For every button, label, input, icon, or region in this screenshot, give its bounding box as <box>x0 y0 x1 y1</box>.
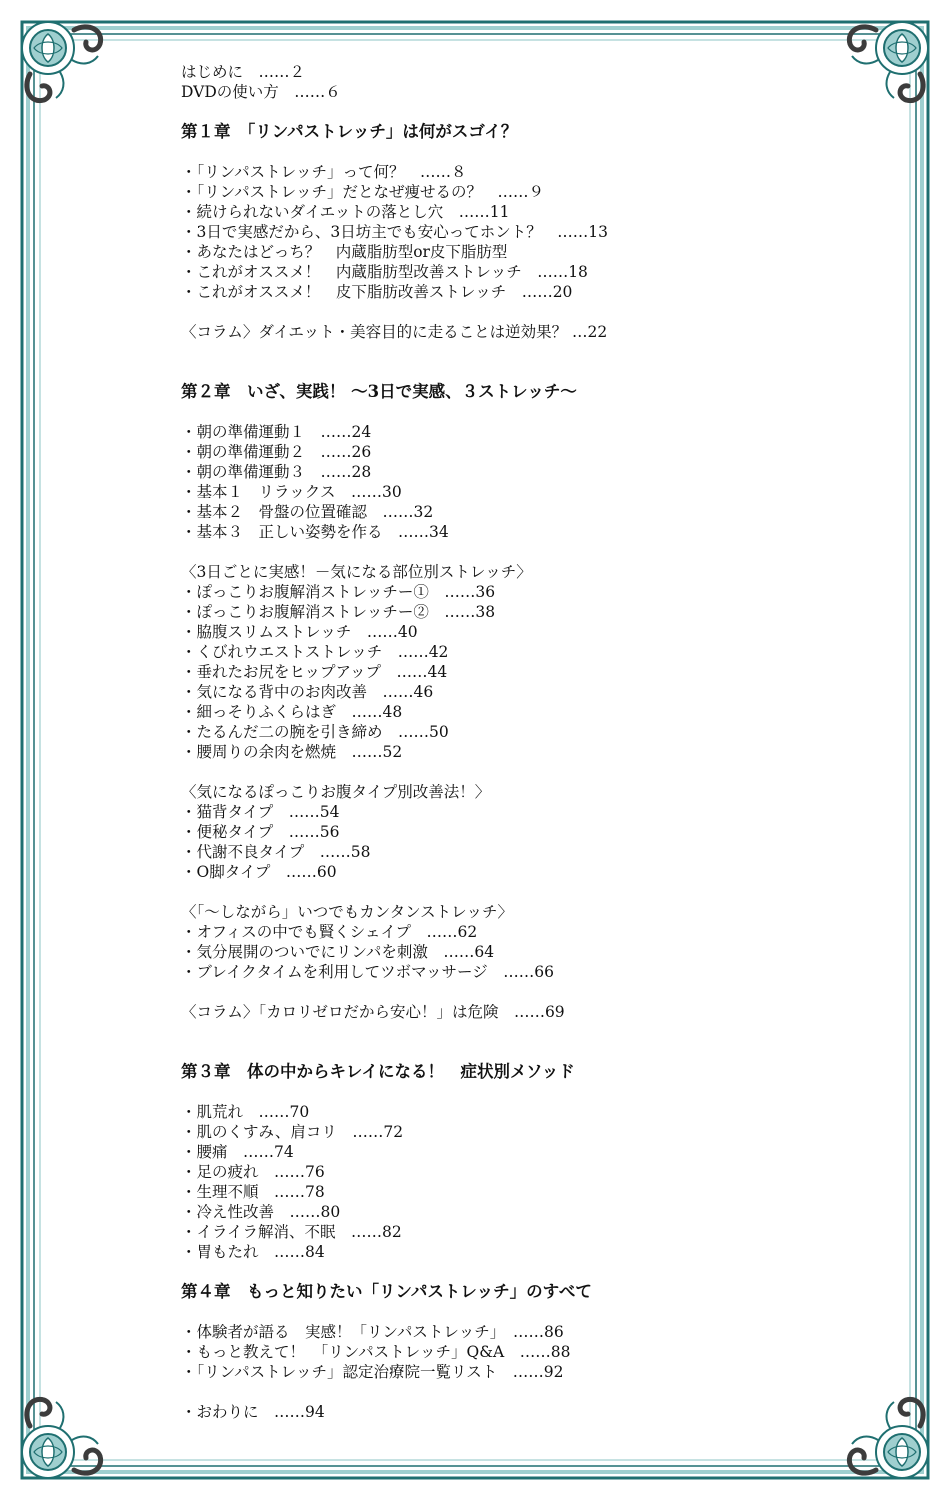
toc-entry: ・ぽっこりお腹解消ストレッチー② ……38 <box>181 603 496 621</box>
toc-entry: ・もっと教えて！ 「リンパストレッチ」Q&A ……88 <box>181 1343 571 1361</box>
toc-section-heading: 〈気になるぽっこりお腹タイプ別改善法！〉 <box>181 783 491 801</box>
toc-entry: ・腰痛 ……74 <box>181 1143 294 1161</box>
toc-entry: ・これがオススメ！ 皮下脂肪改善ストレッチ ……20 <box>181 283 573 301</box>
toc-entry: ・これがオススメ！ 内蔵脂肪型改善ストレッチ ……18 <box>181 263 588 281</box>
chapter-heading: 第４章 もっと知りたい「リンパストレッチ」のすべて <box>181 1282 592 1301</box>
toc-entry: ・気分展開のついでにリンパを刺激 ……64 <box>181 943 495 961</box>
toc-entry: ・脇腹スリムストレッチ ……40 <box>181 623 418 641</box>
toc-entry: ・基本３ 正しい姿勢を作る ……34 <box>181 523 449 541</box>
chapter-heading: 第３章 体の中からキレイになる！ 症状別メソッド <box>181 1062 575 1081</box>
toc-entry: ・くびれウエストストレッチ ……42 <box>181 643 449 661</box>
toc-entry: ・O脚タイプ ……60 <box>181 863 337 881</box>
chapter-heading: 第１章 「リンパストレッチ」は何がスゴイ？ <box>181 122 518 141</box>
toc-entry: ・続けられないダイエットの落とし穴 ……11 <box>181 203 510 221</box>
toc-entry: ・足の疲れ ……76 <box>181 1163 325 1181</box>
toc-entry: DVDの使い方 ……６ <box>181 83 341 101</box>
toc-entry: ・肌のくすみ、肩コリ ……72 <box>181 1123 404 1141</box>
toc-entry: ・腰周りの余肉を燃焼 ……52 <box>181 743 403 761</box>
toc-entry: ・「リンパストレッチ」認定治療院一覧リスト ……92 <box>181 1363 564 1381</box>
toc-entry: ・垂れたお尻をヒップアップ ……44 <box>181 663 448 681</box>
toc-section-heading: 〈「～しながら」いつでもカンタンストレッチ〉 <box>181 903 514 921</box>
toc-entry: ・肌荒れ ……70 <box>181 1103 310 1121</box>
toc-entry: ・オフィスの中でも賢くシェイプ ……62 <box>181 923 478 941</box>
toc-entry: ・あなたはどっち？ 内蔵脂肪型or皮下脂肪型 <box>181 243 508 261</box>
toc-entry: ・基本１ リラックス ……30 <box>181 483 402 501</box>
toc-entry: ・猫背タイプ ……54 <box>181 803 340 821</box>
toc-entry: はじめに ……２ <box>181 63 306 81</box>
toc-entry: ・おわりに ……94 <box>181 1403 325 1421</box>
toc-entry: ・「リンパストレッチ」だとなぜ痩せるの？ ……９ <box>181 183 545 201</box>
toc-entry: ・細っそりふくらはぎ ……48 <box>181 703 403 721</box>
toc-entry: ・たるんだ二の腕を引き締め ……50 <box>181 723 449 741</box>
toc-section-heading: 〈3日ごとに実感！－気になる部位別ストレッチ〉 <box>181 563 532 581</box>
toc-entry: ・朝の準備運動２ ……26 <box>181 443 372 461</box>
toc-entry: ・朝の準備運動１ ……24 <box>181 423 372 441</box>
toc-entry: ・ぽっこりお腹解消ストレッチー① ……36 <box>181 583 496 601</box>
toc-entry: ・便秘タイプ ……56 <box>181 823 340 841</box>
toc-entry: ・「リンパストレッチ」って何？ ……８ <box>181 163 467 181</box>
toc-entry: ・体験者が語る 実感！「リンパストレッチ」 ……86 <box>181 1323 564 1341</box>
toc-entry: ・3日で実感だから、3日坊主でも安心ってホント？ ……13 <box>181 223 608 241</box>
toc-entry: ・気になる背中のお肉改善 ……46 <box>181 683 434 701</box>
toc-entry: ・代謝不良タイプ ……58 <box>181 843 371 861</box>
toc-entry: ・朝の準備運動３ ……28 <box>181 463 372 481</box>
toc-entry: ・基本２ 骨盤の位置確認 ……32 <box>181 503 434 521</box>
toc-entry: ・生理不順 ……78 <box>181 1183 325 1201</box>
toc-entry: ・胃もたれ ……84 <box>181 1243 325 1261</box>
toc-column-entry: 〈コラム〉「カロリゼロだから安心！」は危険 ……69 <box>181 1003 565 1021</box>
toc-column-entry: 〈コラム〉ダイエット・美容目的に走ることは逆効果？ …22 <box>181 323 608 341</box>
table-of-contents <box>181 62 881 1422</box>
toc-entry: ・イライラ解消、不眠 ……82 <box>181 1223 402 1241</box>
toc-entry: ・冷え性改善 ……80 <box>181 1203 341 1221</box>
toc-entry: ・ブレイクタイムを利用してツボマッサージ ……66 <box>181 963 554 981</box>
chapter-heading: 第２章 いざ、実践！ ～3日で実感、３ストレッチ～ <box>181 382 577 401</box>
